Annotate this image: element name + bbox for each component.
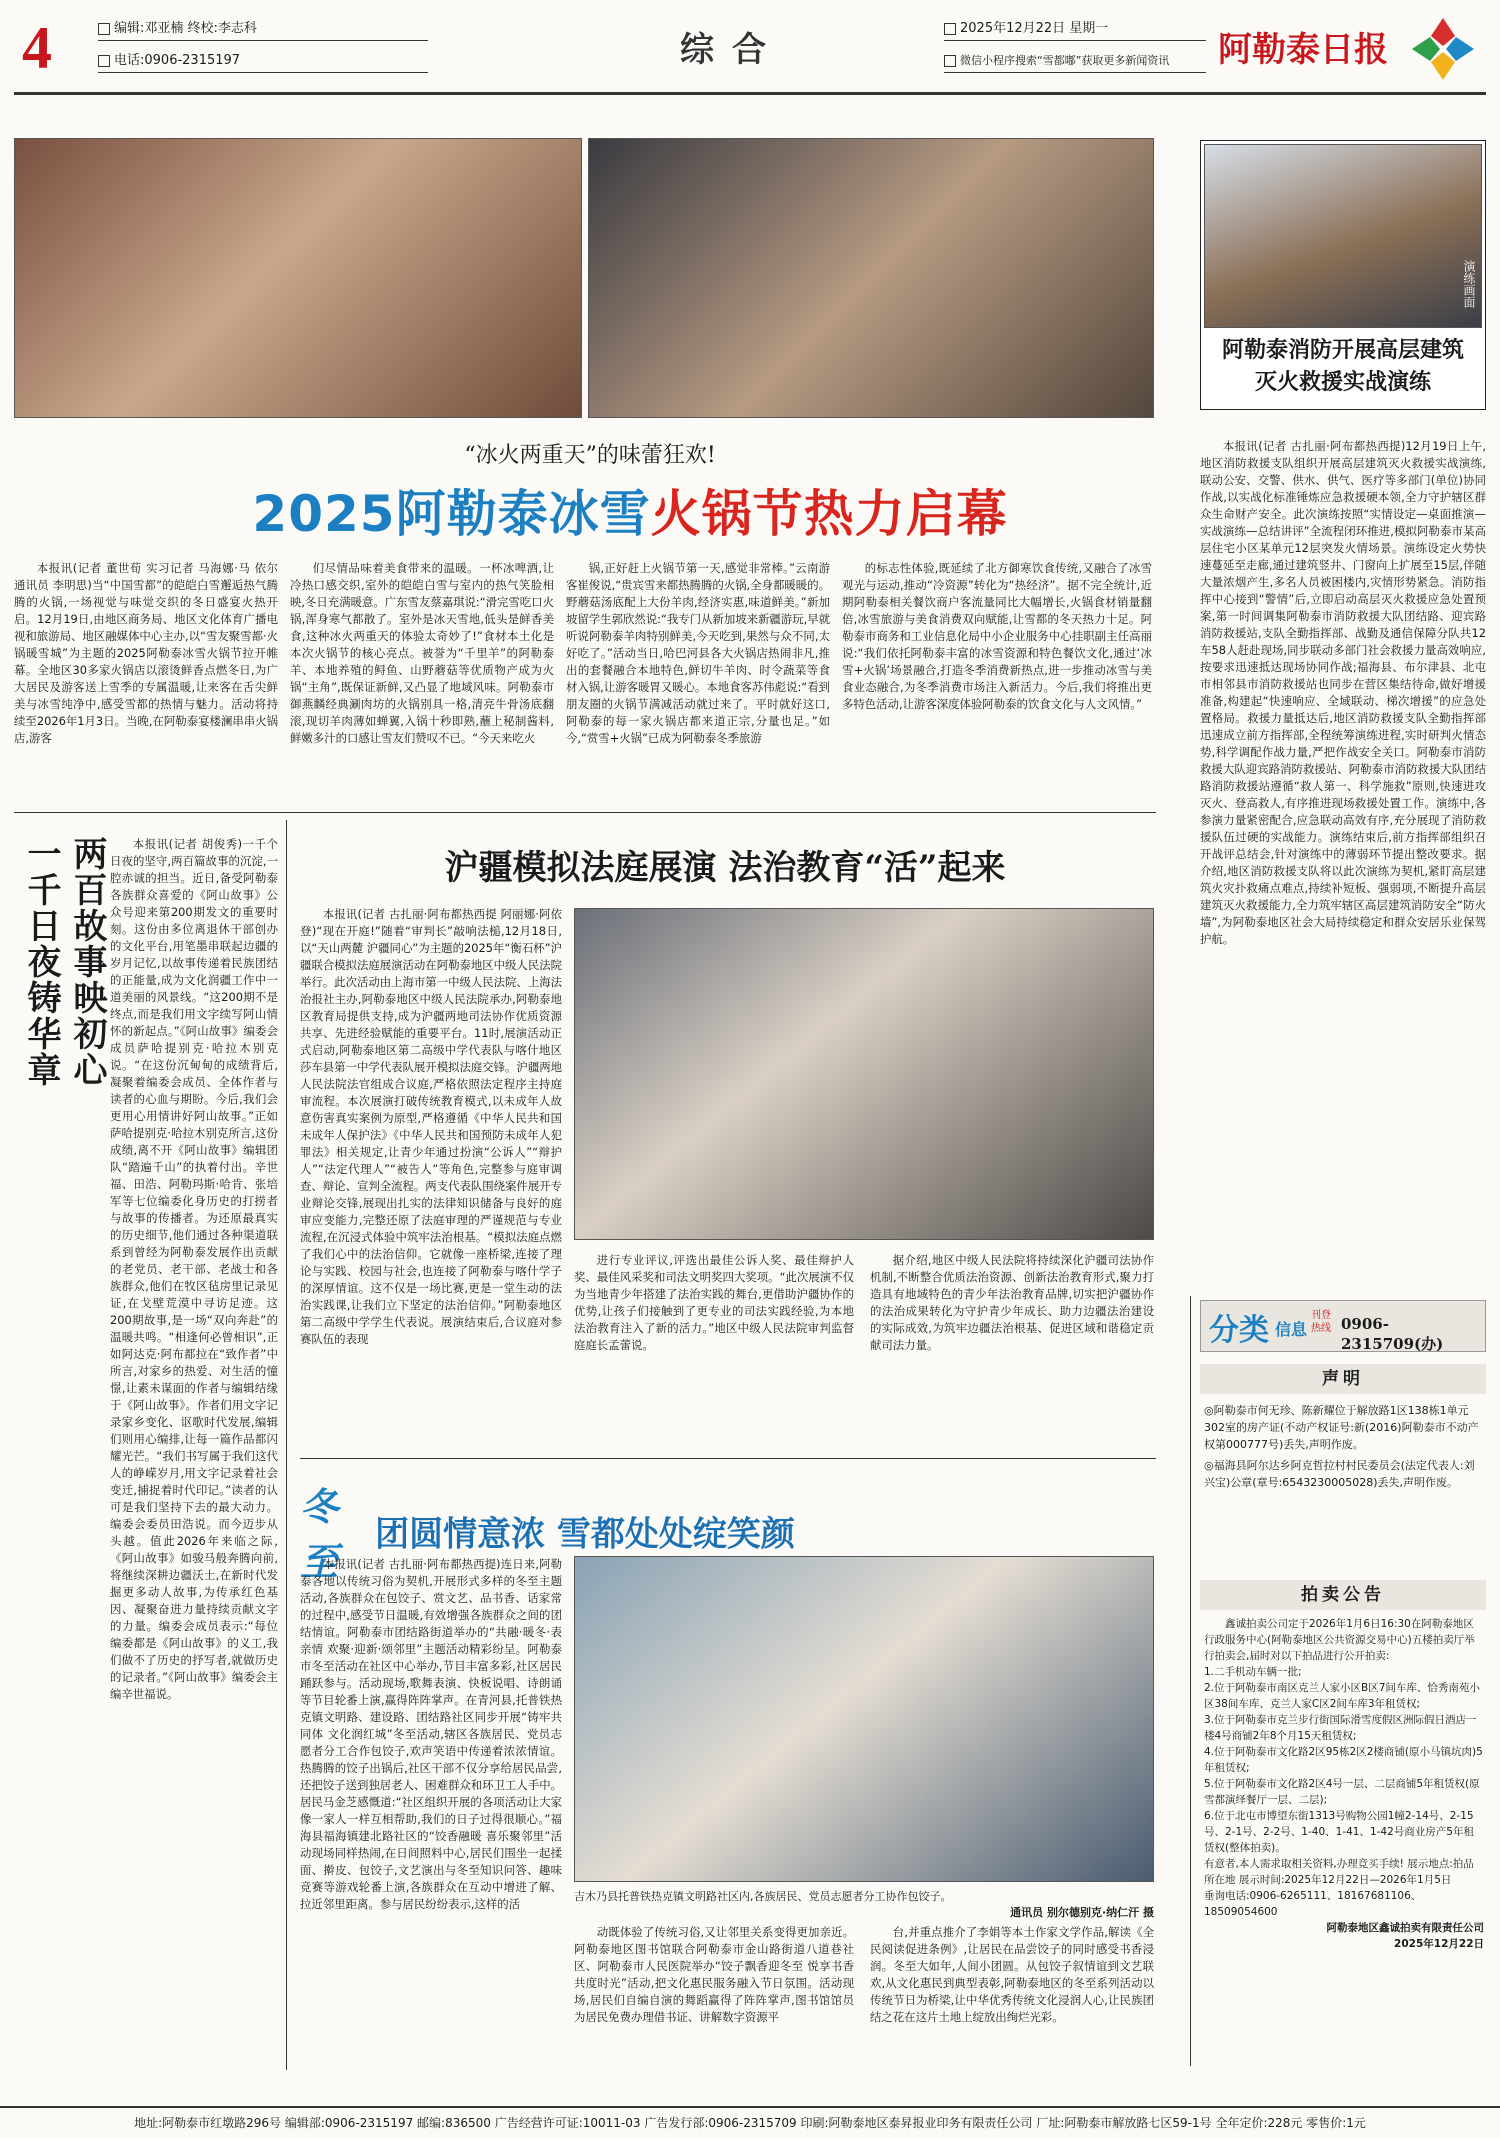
winter-photo-caption: 吉木乃县托普铁热克镇文明路社区内,各族居民、党员志愿者分工协作包饺子。: [574, 1890, 952, 1903]
date-line: 2025年12月22日 星期一: [944, 18, 1206, 41]
classified-hotline-label: 刊登热线: [1311, 1310, 1331, 1334]
auction-company: 阿勒泰地区鑫诚拍卖有限责任公司: [1326, 1922, 1484, 1934]
court-col-2: 进行专业评议,评选出最佳公诉人奖、最佳辩护人奖、最佳风采奖和司法文明奖四大奖项。“此次展演不仅为当地青少年搭建了法治实践的舞台,更借助沪疆协作的优势,让孩子们接触到了更专业的司法实践经验,为本地法治教育注入了新的活力。”地区中级人民法院审判监督庭庭长孟蕾说。: [574, 1253, 854, 1352]
auction-body: [1204, 1616, 1484, 1952]
winter-col-1: 本报讯(记者 古扎丽·阿布都热西提)连日来,阿勒泰各地以传统习俗为契机,开展形式多样的冬至主题活动,各族群众在包饺子、赏文艺、品书香、话家常的过程中,感受节日温暖,有效增强各族群众之间的团结情谊。阿勒泰市团结路街道举办的“共融·暖冬·表亲情 欢聚·迎新·颂邻里”主题活动精彩纷呈。阿勒泰市冬至活动在社区中心举办,节目丰富多彩,社区居民踊跃参与。活动现场,歌舞表演、快板说唱、诗朗诵等节目轮番上演,赢得阵阵掌声。在青河县,托普铁热克镇文明路、建设路、团结路社区同步开展“铸牢共同体 文化润红城”冬至活动,辖区各族居民、党员志愿者分工合作包饺子,欢声笑语中传递着浓浓情谊。热腾腾的饺子出锅后,社区干部不仅分享给居民品尝,还把饺子送到独居老人、困难群众和环卫工人手中。居民马金芝感慨道:“社区组织开展的各项活动让大家像一家人一样互相帮助,我们的日子过得很顺心。”福海县福海镇建北路社区的“饺香融暖 喜乐聚邻里”活动现场同样热闹,在日间照料中心,居民们围坐一起揉面、擀皮、包饺子,文艺演出与冬至知识问答、趣味竞赛等游戏轮番上演,各族群众在互动中增进了解、拉近邻里距离。参与居民纷纷表示,这样的活: [300, 1557, 562, 1911]
story-divider: [286, 820, 287, 2070]
hotpot-col-4: 的标志性体验,既延续了北方御寒饮食传统,又融合了冰雪观光与运动,推动“冷资源”转化为“热经济”。据不完全统计,近期阿勒泰相关餐饮商户客流量同比大幅增长,火锅食材销量翻倍,冰雪旅游与美食消费双向赋能,让雪都的冬天热力十足。阿勒泰市商务和工业信息化局中小企业服务中心挂职副主任高丽说:“我们依托阿勒泰丰富的冰雪资源和特色餐饮文化,通过‘冰雪+火锅’场景融合,打造冬季消费新热点,进一步推动冰雪与美食业态融合,为冬季消费市场注入新活力。今后,我们将推出更多特色活动,让游客深度体验阿勒泰的饮食文化与人文风情。”: [842, 561, 1152, 711]
classified-header: [1200, 1300, 1486, 1352]
header-rule: [14, 92, 1486, 95]
court-photo: [574, 908, 1154, 1240]
hotpot-col-1: 本报讯(记者 董世荀 实习记者 马海娜·马 依尔 通讯员 李明思)当“中国雪都”的皑皑白雪邂逅热气腾腾的火锅,一场视觉与味觉交织的冬日盛宴火热开启。12月19日,由地区商务局、地区文化体育广播电视和旅游局、地区融媒体中心主办,以“雪友聚雪都·火锅暖雪城”为主题的2025阿勒泰冰雪火锅节拉开帷幕。全地区30多家火锅店以滚烫鲜香点燃冬日,为广大居民及游客送上雪季的专属温暖,让来客在舌尖鲜美与冰雪纯净中,感受雪都的热情与魅力。活动将持续至2026年1月3日。当晚,在阿勒泰宴楼澜串串火锅店,游客: [14, 561, 278, 745]
auction-item: 5.位于阿勒泰市文化路2区4号一层、二层商铺5年租赁权(原雪都演绎餐厅一层、二层);: [1204, 1778, 1480, 1806]
auction-title: 拍卖公告: [1200, 1580, 1486, 1610]
court-col-1: 本报讯(记者 古扎丽·阿布都热西提 阿丽娜·阿依登)“现在开庭!”随着“审判长”敲响法槌,12月18日,以“天山两麓 沪疆同心”为主题的2025年“衡石杯”沪疆联合模拟法庭展演活动在阿勒泰地区中级人民法院举行。此次活动由上海市第一中级人民法院、上海法治报社主办,阿勒泰地区中级人民法院承办,阿勒泰地区教育局提供支持,成为沪疆两地司法协作优质资源共享、先进经验赋能的重要平台。11时,展演活动正式启动,阿勒泰地区第二高级中学代表队与喀什地区莎车县第一中学代表队展开模拟法庭交锋。沪疆两地人民法院法官组成合议庭,严格依照法定程序主持庭审流程。本次展演打破传统教育模式,以未成年人故意伤害真实案例为原型,严格遵循《中华人民共和国未成年人保护法》《中华人民共和国预防未成年人犯罪法》相关规定,让青少年通过扮演“公诉人”“辩护人”“法定代理人”“被告人”等角色,完整参与庭审调查、辩论、宣判全流程。两支代表队围绕案件展开专业辩论交锋,展现出扎实的法律知识储备与良好的庭审应变能力,完整还原了法庭审理的严谨规范与专业流程,在沉浸式体验中筑牢法治根基。“模拟法庭点燃了我们心中的法治信仰。它就像一座桥梁,连接了理论与实践、校园与社会,也连接了阿勒泰与喀什学子的深厚情谊。这不仅是一场比赛,更是一堂生动的法治实践课,让我们立下坚定的法治信仰。”阿勒泰地区第二高级中学学生代表说。展演结束后,合议庭对参赛队伍的表现: [300, 907, 562, 1346]
court-bottom-rule: [300, 1458, 1156, 1459]
winter-col-3: 台,并重点推介了李娟等本土作家文学作品,解读《全民阅读促进条例》,让居民在品尝饺子的同时感受书香浸润。冬至大如年,人间小团圆。从包饺子叙情谊到文艺联欢,从文化惠民到典型表彰,阿勒泰地区的冬至系列活动以传统节日为桥梁,让中华优秀传统文化浸润人心,让民族团结之花在这片土地上绽放出绚烂光彩。: [870, 1925, 1154, 2024]
classified-heading: 分类: [1209, 1313, 1269, 1348]
fire-body: 本报讯(记者 古扎丽·阿布都热西提)12月19日上午,地区消防救援支队组织开展高层建筑灭火救援实战演练,联动公安、交警、供水、供气、医疗等多部门(单位)协同作战,以实战化标准锤炼应急救援硬本领,全力守护辖区群众生命财产安全。此次演练按照“实情设定—桌面推演—实战演练—总结讲评”全流程闭环推进,模拟阿勒泰市某高层住宅小区某单元12层突发火情场景。演练设定火势快速蔓延至走廊,通过建筑竖井、门窗向上扩展至15层,伴随大量浓烟产生,多名人员被困楼内,灾情形势紧急。消防指挥中心接到“警情”后,立即启动高层灭火救援应急处置预案,第一时间调集阿勒泰市消防救援大队团结路、迎宾路消防救援站,支队全勤指挥部、战勤及通信保障分队共12车58人赶赴现场,同步联动多部门社会救援力量高效响应,按要求迅速抵达现场协同作战;福海县、布尔津县、北屯市相邻县市消防救援站也同步在营区集结待命,做好增援准备,构建起“快速响应、全域联动、梯次增援”的应急处置格局。救援力量抵达后,地区消防救援支队全勤指挥部迅速成立前方指挥部,全程统筹演练进程,实时研判火情态势,科学调配作战力量,严把作战安全关口。阿勒泰市消防救援大队迎宾路消防救援站、阿勒泰市消防救援大队团结路消防救援站遵循“救人第一、科学施救”原则,快速进攻灭火、登高救人,有序推进现场救援处置工作。演练中,各参演力量紧密配合,应急联动高效有序,充分展现了消防救援队伍过硬的实战能力。演练结束后,前方指挥部组织召开战评总结会,针对演练中的薄弱环节提出整改要求。据介绍,地区消防救援支队将以此次演练为契机,紧盯高层建筑火灾扑救痛点难点,持续补短板、强弱项,不断提升高层建筑灭火救援能力,全力筑牢辖区高层建筑消防安全“防火墙”,为阿勒泰地区社会大局持续稳定和群众安居乐业保驾护航。: [1200, 439, 1486, 946]
hotpot-headline: 2025阿勒泰冰雪火锅节热力启幕: [252, 485, 1008, 543]
court-col-3: 据介绍,地区中级人民法院将持续深化沪疆司法协作机制,不断整合优质法治资源、创新法治教育形式,聚力打造具有地域特色的青少年法治教育品牌,切实把沪疆协作的法治成果转化为守护青少年成长、助力边疆法治建设的实际成效,为筑牢边疆法治根基、促进区域和谐稳定贡献司法力量。: [870, 1253, 1154, 1352]
hotpot-col-3: 锅,正好赶上火锅节第一天,感觉非常棒。”云南游客崔俊说,“贵宾雪来都热腾腾的火锅,全身都暖暖的。野蘑菇汤底配上大份羊肉,经济实惠,味道鲜美。”新加坡留学生郭欣然说:“我专门从新加坡来新疆游玩,早就听说阿勒泰羊肉特别鲜美,今天吃到,果然与众不同,太好吃了。”活动当日,哈巴河县各大火锅店热闹非凡,推出的套餐融合本地特色,鲜切牛羊肉、时令蔬菜等食材入锅,让游客暖胃又暖心。本地食客苏伟彪说:“看到朋友圈的火锅节满减活动就过来了。平时就好这口,阿勒泰的每一家火锅店都来道正宗,分量也足。”如今,“赏雪+火锅”已成为阿勒泰冬季旅游: [566, 561, 830, 745]
editor-line: 编辑:邓亚楠 终校:李志科: [98, 18, 428, 41]
auction-intro: 鑫诚拍卖公司定于2026年1月6日16:30在阿勒泰地区行政服务中心(阿勒泰地区公共资源交易中心)五楼拍卖厅举行拍卖会,届时对以下拍品进行公开拍卖:: [1204, 1618, 1475, 1662]
auction-date: 2025年12月22日: [1394, 1938, 1484, 1950]
classified-divider: [1190, 1296, 1191, 2066]
winter-title: 团圆情意浓 雪都处处绽笑颜: [375, 1514, 795, 1555]
wechat-line: 微信小程序搜索“雪都嘟”获取更多新闻资讯: [944, 50, 1206, 73]
auction-item: 2.位于阿勒泰市南区克兰人家小区B区7间车库、恰秀南苑小区38间车库、克兰人家C区2间车库3年租赁权;: [1204, 1682, 1480, 1710]
winter-photo-credit: 通讯员 别尔德别克·纳仁汗 摄: [1010, 1906, 1154, 1919]
court-title: 沪疆模拟法庭展演 法治教育“活”起来: [444, 848, 1006, 888]
hotpot-photo-2: [588, 138, 1154, 418]
hotpot-photo-1: [14, 138, 582, 418]
notice-item: ◎福海县阿尔达乡阿克哲拉村村民委员会(法定代表人:刘兴宝)公章(章号:6543230005028)丢失,声明作废。: [1204, 1459, 1475, 1489]
fire-photo: [1204, 144, 1482, 328]
auction-contact: 垂询电话:0906-6265111、18167681106、18509054600: [1204, 1890, 1422, 1918]
classified-heading-sub: 信息: [1275, 1320, 1308, 1339]
notice-list: [1204, 1402, 1484, 1491]
hotpot-col-2: 们尽情品味着美食带来的温暖。一杯冰啤酒,让冷热口感交织,室外的皑皑白雪与室内的热气笑脸相映,冬日充满暖意。广东雪友蔡嘉琪说:“滑完雪吃口火锅,浑身寒气都散了。室外是冰天雪地,低头是鲜香美食,这种冰火两重天的体验太奇妙了!”食材本土化是本次火锅节的核心亮点。被誉为“千里羊”的阿勒泰羊、本地养殖的鲟鱼、山野蘑菇等优质物产成为火锅“主角”,既保证新鲜,又凸显了地域风味。阿勒泰市御燕麟经典涮肉坊的火锅别具一格,清亮牛骨汤底翻滚,现切羊肉薄如蝉翼,入锅十秒即熟,蘸上秘制酱料,鲜嫩多汁的口感让雪友们赞叹不已。“今天来吃火: [290, 561, 554, 745]
winter-col-2: 动既体验了传统习俗,又让邻里关系变得更加亲近。阿勒泰地区图书馆联合阿勒泰市金山路街道八道巷社区、阿勒泰市人民医院举办“饺子飘香迎冬至 悦享书香共度时光”活动,把文化惠民服务融入节日氛围。活动现场,居民们自编自演的舞蹈赢得了阵阵掌声,图书馆馆员为居民免费办理借书证、讲解数字资源平: [574, 1925, 854, 2024]
auction-item: 6.位于北屯市博望东街1313号购物公园1幢2-14号、2-15号、2-1号、2-2号、1-40、1-41、1-42号商业房产5年租赁权(整体拍卖)。: [1204, 1810, 1474, 1854]
notice-title: 声明: [1200, 1364, 1486, 1394]
story-body: 本报讯(记者 胡俊秀)一千个日夜的坚守,两百篇故事的沉淀,一腔赤诚的担当。近日,备受阿勒泰各族群众喜爱的《阿山故事》公众号迎来第200期发文的重要时刻。这份由多位离退休干部创办的文化平台,用笔墨串联起边疆的岁月记忆,以故事传递着民族团结的正能量,成为文化润疆工作中一道美丽的风景线。“这200期不是终点,而是我们用文字续写阿山情怀的新起点。”《阿山故事》编委会成员萨哈提别克·哈拉木别克说。“在这份沉甸甸的成绩背后,凝聚着编委会成员、全体作者与读者的心血与期盼。今后,我们会更用心用情讲好阿山故事。”正如萨哈提别克·哈拉木别克所言,这份成绩,离不开《阿山故事》编辑团队“踏遍千山”的执着付出。辛世福、田浩、阿勒玛斯·哈肯、张培军等七位编委化身历史的打捞者与故事的传播者。为还原最真实的历史细节,他们通过各种渠道联系到曾经为阿勒泰发展作出贡献的老党员、老干部、老战士和各族群众,他们在牧区毡房里记录见证,在戈壁荒漠中寻访足迹。这200期故事,是一场“双向奔赴”的温暖共鸣。“相逢何必曾相识”,正如阿达克·阿布都拉在“致作者”中所言,对家乡的热爱、对生活的憧憬,让素未谋面的作者与编辑结缘于《阿山故事》。作者们用文字记录家乡变化、讴歌时代发展,编辑们则用心编排,让每一篇作品都闪耀光芒。“我们书写属于我们这代人的峥嵘岁月,用文字记录着社会变迁,捕捉着时代印记。”读者的认可是我们坚持下去的最大动力。编委会委员田浩说。而今迈步从头越。值此2026年来临之际,《阿山故事》如骏马般奔腾向前,将继续深耕边疆沃土,在新时代发掘更多动人故事,为传承红色基因、凝聚奋进力量持续贡献文字的力量。编委会成员表示:“每位编委都是《阿山故事》的义工,我们做不了历史的抒写者,就做历史的记录者。”《阿山故事》编委会主编辛世福说。: [110, 837, 278, 1701]
footer-info: 地址:阿勒泰市红墩路296号 编辑部:0906-2315197 邮编:836500 广告经营许可证:10011-03 广告发行部:0906-2315709 印刷:阿勒泰地区泰昇报业印务有限责任公司 厂址:阿勒泰市解放路七区59-1号 全年定价:228元 零售价:1元: [0, 2106, 1500, 2138]
newspaper-logo-icon: [1410, 16, 1476, 82]
auction-tail: 有意者,本人需求取相关资料,办理竞买手续! 展示地点:拍品所在地 展示时间:2025年12月22日—2026年1月5日: [1204, 1858, 1474, 1886]
winter-title-bar: [300, 1476, 1156, 1584]
fire-title: 阿勒泰消防开展高层建筑 灭火救援实战演练: [1221, 337, 1464, 395]
auction-item: 3.位于阿勒泰市克兰步行街国际滑雪度假区洲际假日酒店一楼4号商铺2年8个月15天租赁权;: [1204, 1714, 1477, 1742]
auction-item: 1.二手机动车辆一批;: [1204, 1666, 1302, 1678]
fire-photo-label: 演练画面: [1462, 260, 1476, 308]
hotpot-bottom-rule: [14, 812, 1156, 813]
auction-item: 4.位于阿勒泰市文化路2区95栋2区2楼商铺(原小马镇坑肉)5年租赁权;: [1204, 1746, 1483, 1774]
winter-title-deco: 冬至: [300, 1484, 339, 1584]
section-title: 综合: [680, 30, 784, 70]
classified-hotline: 0906-2315709(办): [1341, 1315, 1444, 1353]
hotpot-kicker: “冰火两重天”的味蕾狂欢!: [464, 443, 716, 468]
phone-line: 电话:0906-2315197: [98, 50, 428, 73]
winter-photo: [574, 1556, 1154, 1882]
story-vertical-title-2: 两百故事映初心: [67, 836, 107, 1088]
masthead: 阿勒泰日报: [1218, 30, 1388, 70]
story-vertical-title-1: 一千日夜铸华章: [21, 836, 61, 1088]
page-number: 4: [22, 15, 52, 81]
notice-item: ◎阿勒泰市何无珍、陈新耀位于解放路1区138栋1单元302室的房产证(不动产权证号:新(2016)阿勒泰市不动产权第000777号)丢失,声明作废。: [1204, 1404, 1479, 1451]
